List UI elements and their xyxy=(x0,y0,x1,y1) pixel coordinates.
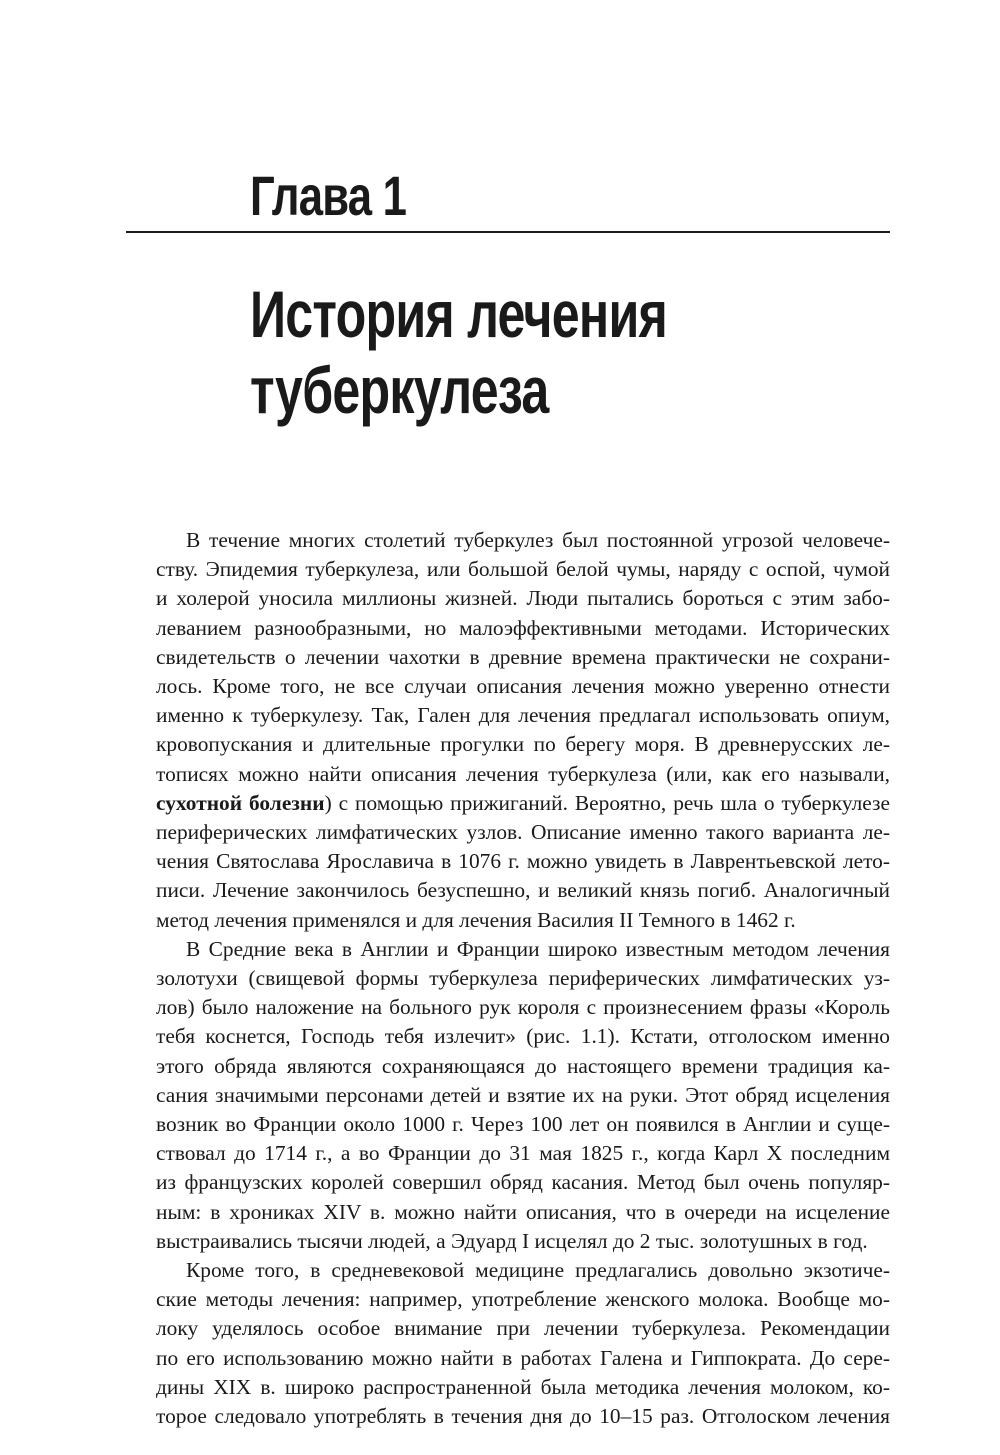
text-line: локу уделялось особое внимание при лечении туберкулеза. Рекомендации xyxy=(156,1316,890,1341)
bold-term: сухотной болезни xyxy=(156,790,325,815)
text-line: дины XIX в. широко распространенной была методика лечения молоком, ко- xyxy=(156,1374,890,1399)
text-line: свидетельств о лечении чахотки в древние времена практически не сохрани- xyxy=(156,644,890,669)
text-line: метод лечения применялся и для лечения Василия II Темного в 1462 г. xyxy=(156,907,796,932)
text-line: этого обряда являются сохраняющаяся до настоящего времени традиция ка- xyxy=(156,1053,890,1078)
text-line: торое следовало употреблять в течения дня до 10–15 раз. Отголоском лечения xyxy=(156,1404,890,1429)
text-line: именно к туберкулезу. Так, Гален для лечения предлагал использовать опиум, xyxy=(156,703,890,728)
text-line: возник во Франции около 1000 г. Через 100 лет он появился в Англии и суще- xyxy=(156,1112,890,1137)
chapter-divider xyxy=(126,231,890,233)
text-line: по его использованию можно найти в работах Галена и Гиппократа. До сере- xyxy=(156,1345,890,1370)
text-line: В течение многих столетий туберкулез был постоянной угрозой человече- xyxy=(186,528,890,552)
text-line: лось. Кроме того, не все случаи описания лечения можно уверенно отнести xyxy=(156,674,890,699)
text-line: ские методы лечения: например, употребление женского молока. Вообще мо- xyxy=(156,1287,890,1312)
text-line: Кроме того, в средневековой медицине предлагались довольно экзотиче- xyxy=(186,1258,890,1283)
text-line: периферических лимфатических узлов. Описание именно такого варианта ле- xyxy=(156,820,890,845)
text-line: из французских королей совершил обряд касания. Метод был очень популяр- xyxy=(156,1170,890,1195)
text-line: писи. Лечение закончилось безуспешно, и великий князь погиб. Аналогичный xyxy=(156,878,890,903)
text-line: чения Святослава Ярославича в 1076 г. можно увидеть в Лаврентьевской лето- xyxy=(156,849,890,874)
text-line: выстраивались тысячи людей, а Эдуард I исцелял до 2 тыс. золотушных в год. xyxy=(156,1228,868,1253)
chapter-title-line-1: История лечения xyxy=(250,277,668,351)
text-line: ству. Эпидемия туберкулеза, или большой белой чумы, наряду с оспой, чумой xyxy=(156,557,890,582)
text-line: лов) было наложение на больного рук короля с произнесением фразы «Король xyxy=(156,995,890,1020)
text-line-with-term xyxy=(126,789,890,818)
text-line: кровопускания и длительные прогулки по берегу моря. В древнерусских ле- xyxy=(156,732,890,757)
text-line: леванием разнообразными, но малоэффективными методами. Исторических xyxy=(156,615,890,640)
text-line: ным: в хрониках XIV в. можно найти описания, что в очереди на исцеление xyxy=(156,1199,890,1224)
text-line: тебя коснется, Господь тебя излечит» (рис. 1.1). Кстати, отголоском именно xyxy=(156,1024,890,1049)
chapter-title xyxy=(250,276,667,428)
chapter-label: Глава 1 xyxy=(250,164,407,227)
text-line: тописях можно найти описания лечения туберкулеза (или, как его называли, xyxy=(156,761,890,786)
text-line: сания значимыми персонами детей и взятие их на руки. Этот обряд исцеления xyxy=(156,1082,890,1107)
text-line: и холерой уносила миллионы жизней. Люди пытались бороться с этим забо- xyxy=(156,586,890,611)
paragraph-2 xyxy=(126,935,890,1256)
text-line-rest: ) с помощью прижиганий. Вероятно, речь шла о туберкулезе xyxy=(324,790,891,815)
paragraph-1 xyxy=(126,526,890,935)
text-line: ствовал до 1714 г., а во Франции до 31 мая 1825 г., когда Карл X последним xyxy=(156,1141,890,1166)
text-line: В Средние века в Англии и Франции широко известным методом лечения xyxy=(186,936,890,961)
chapter-title-line-2: туберкулеза xyxy=(250,353,549,427)
paragraph-3 xyxy=(126,1256,890,1431)
text-line: золотухи (свищевой формы туберкулеза периферических лимфатических уз- xyxy=(156,966,890,991)
body-text xyxy=(126,526,890,1431)
